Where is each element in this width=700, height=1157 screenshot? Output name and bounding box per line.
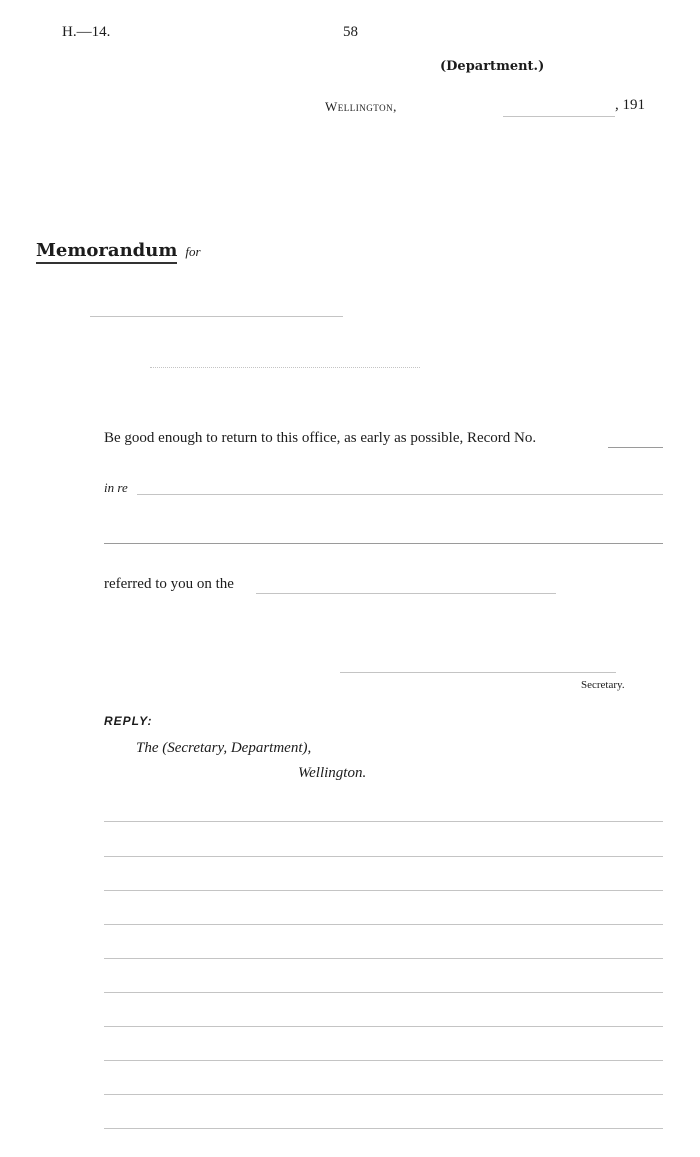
reply-line[interactable] (104, 890, 663, 891)
memorandum-title: Memorandum (36, 240, 177, 264)
reply-heading: REPLY: (104, 714, 153, 728)
reply-line[interactable] (104, 821, 663, 822)
date-line[interactable] (503, 116, 615, 117)
place-label: Wellington, (325, 99, 397, 114)
in-re-label: in re (104, 480, 128, 495)
reply-address-line2: Wellington. (298, 765, 367, 781)
document-reference: H.—14. (62, 24, 111, 40)
addressee-line-2[interactable] (150, 367, 420, 368)
secretary-label: Secretary. (581, 679, 625, 691)
page-number: 58 (343, 24, 358, 40)
memorandum-for-label: for (185, 244, 201, 259)
record-number-line[interactable] (608, 447, 663, 448)
reply-line[interactable] (104, 958, 663, 959)
in-re-line[interactable] (137, 494, 663, 495)
reply-line[interactable] (104, 992, 663, 993)
year-label: , 191 (615, 97, 645, 113)
reply-line[interactable] (104, 1026, 663, 1027)
memorandum-heading (36, 240, 201, 261)
reply-line[interactable] (104, 1060, 663, 1061)
referred-text: referred to you on the (104, 576, 234, 592)
reply-line[interactable] (104, 924, 663, 925)
request-text: Be good enough to return to this office, as early as possible, Record No. (104, 430, 537, 446)
in-re-line-2[interactable] (104, 543, 663, 544)
addressee-line[interactable] (90, 316, 343, 317)
signature-line[interactable] (340, 672, 616, 673)
reply-address-line1: The (Secretary, Department), (136, 740, 312, 756)
reply-line[interactable] (104, 1128, 663, 1129)
reply-line[interactable] (104, 856, 663, 857)
reply-line[interactable] (104, 1094, 663, 1095)
referred-date-line[interactable] (256, 593, 556, 594)
department-heading: (Department.) (440, 59, 545, 74)
